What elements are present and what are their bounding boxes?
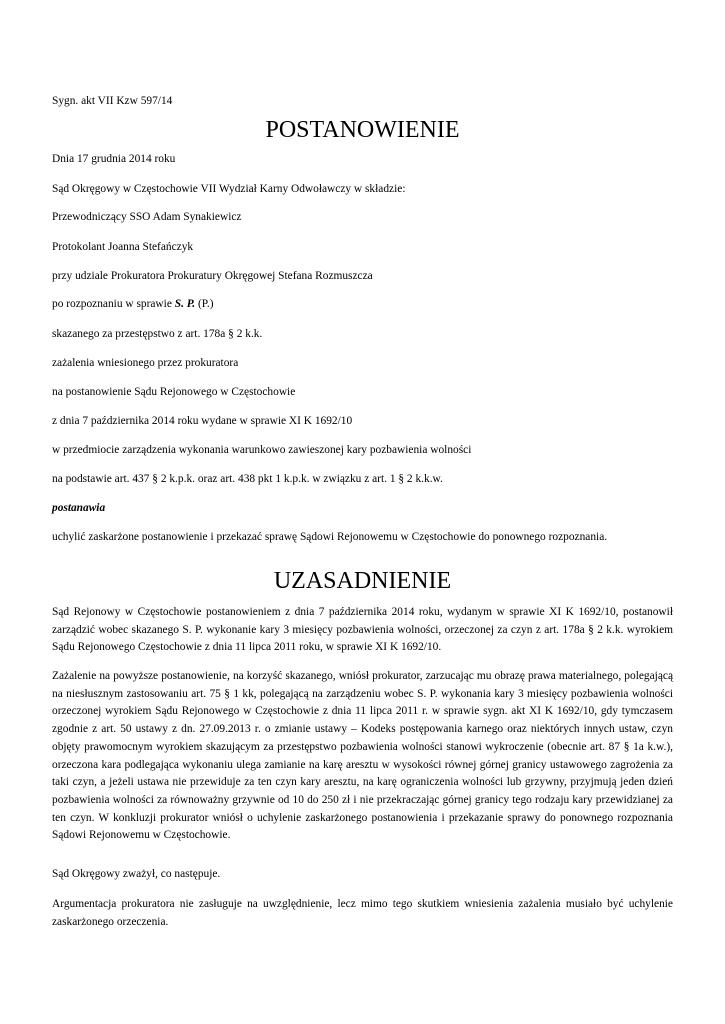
ruling-word: postanawia — [52, 502, 106, 514]
court-clerk: Protokolant Joanna Stefańczyk — [52, 241, 194, 253]
document-title: POSTANOWIENIE — [265, 117, 460, 143]
case-signature: Sygn. akt VII Kzw 597/14 — [52, 95, 173, 107]
case-party: S. P. — [174, 298, 196, 310]
complaint-line: zażalenia wniesionego przez prokuratora — [52, 357, 239, 369]
ruling-text: uchylić zaskarżone postanowienie i przekazać sprawę Sądowi Rejonowemu w Częstochowie do ponownego rozpoznania. — [52, 531, 608, 543]
date-line: Dnia 17 grudnia 2014 roku — [52, 153, 176, 165]
decision-date-line: z dnia 7 października 2014 roku wydane w sprawie XI K 1692/10 — [52, 415, 353, 427]
justification-paragraph: Zażalenie na powyższe postanowienie, na korzyść skazanego, wniósł prokurator, zarzucając mu obrazę prawa materialnego, polegającą na niesłusznym zastosowaniu art. 75 § 1 kk, polegającą na zarządzeniu wobec S. P. wykonania kary 3 miesięcy pozbawienia wolności orzeczonej wyrokiem Sądu Rejonowego w Częstochowie z dnia 11 lipca 2011 r. w sprawie sygn. akt XI K 1692/10, gdy tymczasem zgodnie z art. 50 ustawy z dn. 27.09.2013 r. o zmianie ustawy – Kodeks postępowania karnego oraz niektórych innych ustaw, czyn objęty prawomocnym wyrokiem skazującym za przestępstwo pozbawienia wolności stanowi wykroczenie (obecnie art. 87 § 1a k.w.), orzeczona kara podlegająca wykonaniu ulega zamianie na karę aresztu w wysokości równej górnej granicy ustawowego zagrożenia za taki czyn, a jeżeli ustawa nie przewiduje za ten czyn kary aresztu, na karę ograniczenia wolności lub grzywny, przyjmują jeden dzień pozbawienia wolności za równoważny grzywnie od 10 do 250 zł i nie przekraczając górnej granicy tego rodzaju kary przewidzianej za ten czyn. W konkluzji prokurator wniósł o uchylenie zaskarżonego postanowienia i przekazanie sprawy do ponownego rozpoznania Sądowi Rejonowemu w Częstochowie. — [52, 670, 673, 842]
justification-title: UZASADNIENIE — [273, 568, 452, 594]
justification-paragraph: Sąd Rejonowy w Częstochowie postanowieniem z dnia 7 października 2014 roku, wydanym w sprawie XI K 1692/10, postanowił zarządzić wobec skazanego S. P. wykonanie kary 3 miesięcy pozbawienia wolności, orzeczonej za czyn z art. 178a § 2 k.k. wyrokiem Sądu Rejonowego Częstochowie z dnia 11 lipca 2011 roku, w sprawie XI K 1692/10. — [52, 606, 673, 654]
case-line — [52, 297, 214, 311]
legal-basis-line: na podstawie art. 437 § 2 k.p.k. oraz art. 438 pkt 1 k.p.k. w związku z art. 1 § 2 k.k.w. — [52, 473, 443, 485]
presiding-judge: Przewodniczący SSO Adam Synakiewicz — [52, 211, 242, 223]
justification-paragraph: Sąd Okręgowy zważył, co następuje. — [52, 868, 221, 880]
justification-paragraph: Argumentacja prokuratora nie zasługuje na uwzględnienie, lecz mimo tego skutkiem wniesienia zażalenia musiało być uchylenie zaskarżonego orzeczenia. — [52, 898, 673, 928]
case-prefix: po rozpoznaniu w sprawie — [52, 298, 172, 310]
appealed-decision-line: na postanowienie Sądu Rejonowego w Częstochowie — [52, 386, 296, 398]
convicted-line: skazanego za przestępstwo z art. 178a § 2 k.k. — [52, 328, 263, 340]
subject-line: w przedmiocie zarządzenia wykonania warunkowo zawieszonej kary pozbawienia wolności — [52, 444, 472, 456]
prosecutor-line: przy udziale Prokuratora Prokuratury Okręgowej Stefana Rozmuszcza — [52, 270, 373, 282]
court-line: Sąd Okręgowy w Częstochowie VII Wydział Karny Odwoławczy w składzie: — [52, 183, 406, 195]
case-party-suffix: (P.) — [197, 298, 214, 310]
